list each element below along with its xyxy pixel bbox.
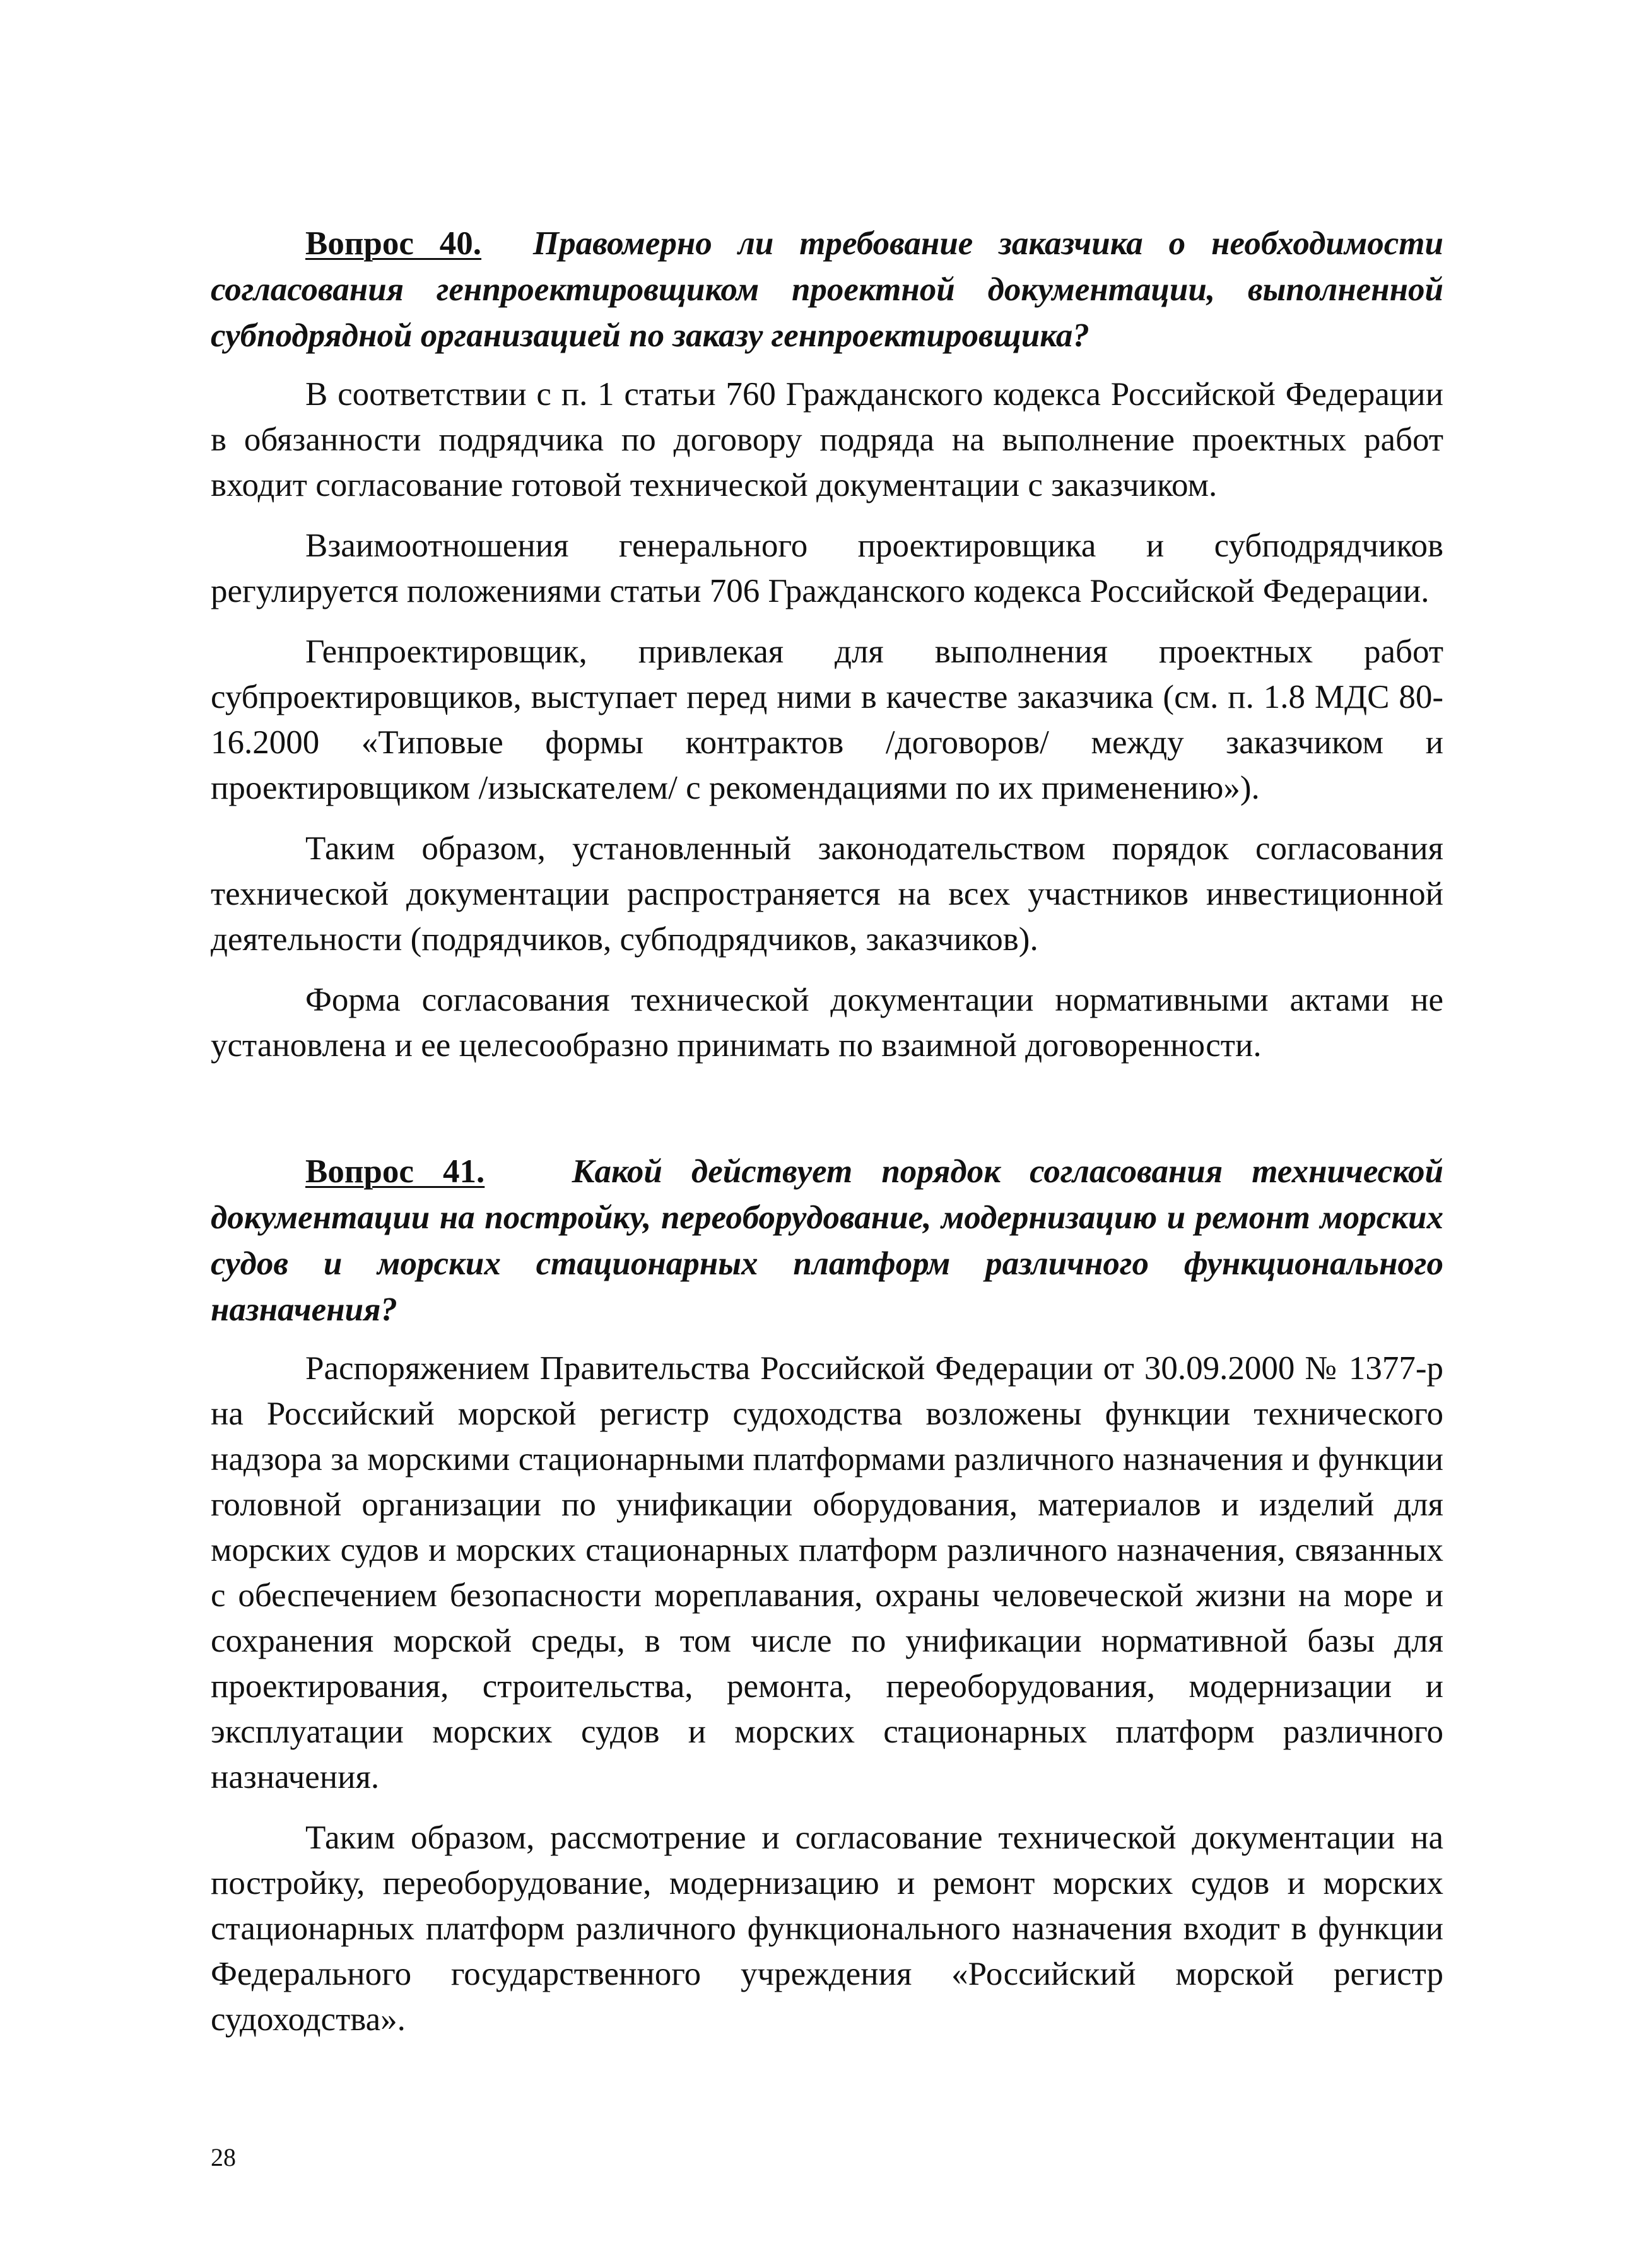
answer-40-paragraph-5: Форма согласования технической документации нормативными актами не установлена и ее целесообразно принимать по взаимной договоренности. [211,982,1443,1064]
page-content [211,221,1443,2042]
question-41-section [211,1149,1443,2042]
answer-41-paragraph-2: Таким образом, рассмотрение и согласование технической документации на постройку, переоборудование, модернизацию и ремонт морских судов и морских стационарных платформ различного функционального назначения входит в функции Федерального государственного учреждения «Российский морской регистр судоходства». [211,1819,1443,2038]
answer-40-paragraph-2: Взаимоотношения генерального проектировщика и субподрядчиков регулируется положениями статьи 706 Гражданского кодекса Российской Федерации. [211,527,1443,609]
question-41-heading [211,1149,1443,1333]
question-41-label: Вопрос 41. [305,1153,485,1190]
answer-40-paragraph-4: Таким образом, установленный законодательством порядок согласования технической документации распространяется на всех участников инвестиционной деятельности (подрядчиков, субподрядчиков, заказчиков). [211,830,1443,958]
question-40-text: Правомерно ли требование заказчика о необходимости согласования генпроектировщиком проектной документации, выполненной субподрядной организацией по заказу генпроектировщика? [211,225,1443,354]
answer-40-paragraph-3: Генпроектировщик, привлекая для выполнения проектных работ субпроектировщиков, выступает перед ними в качестве заказчика (см. п. 1.8 МДС 80-16.2000 «Типовые формы контрактов /договоров/ между заказчиком и проектировщиком /изыскателем/ с рекомендациями по их применению»). [211,633,1443,806]
answer-41-paragraph-1: Распоряжением Правительства Российской Федерации от 30.09.2000 № 1377-р на Российский морской регистр судоходства возложены функции технического надзора за морскими стационарными платформами различного назначения и функции головной организации по унификации оборудования, материалов и изделий для морских судов и морских стационарных платформ различного назначения, связанных с обеспечением безопасности мореплавания, охраны человеческой жизни на море и сохранения морской среды, в том числе по унификации нормативной базы для проектирования, строительства, ремонта, переоборудования, модернизации и эксплуатации морских судов и морских стационарных платформ различного назначения. [211,1350,1443,1795]
question-40-label: Вопрос 40. [305,225,482,262]
question-40-section [211,221,1443,1068]
page-number: 28 [211,2143,236,2171]
question-41-text: Какой действует порядок согласования технической документации на постройку, переоборудование, модернизацию и ремонт морских судов и морских стационарных платформ различного функционального назначения? [211,1153,1444,1328]
question-40-heading [211,221,1443,359]
answer-40-paragraph-1: В соответствии с п. 1 статьи 760 Гражданского кодекса Российской Федерации в обязанности подрядчика по договору подряда на выполнение проектных работ входит согласование готовой технической документации с заказчиком. [211,376,1443,503]
